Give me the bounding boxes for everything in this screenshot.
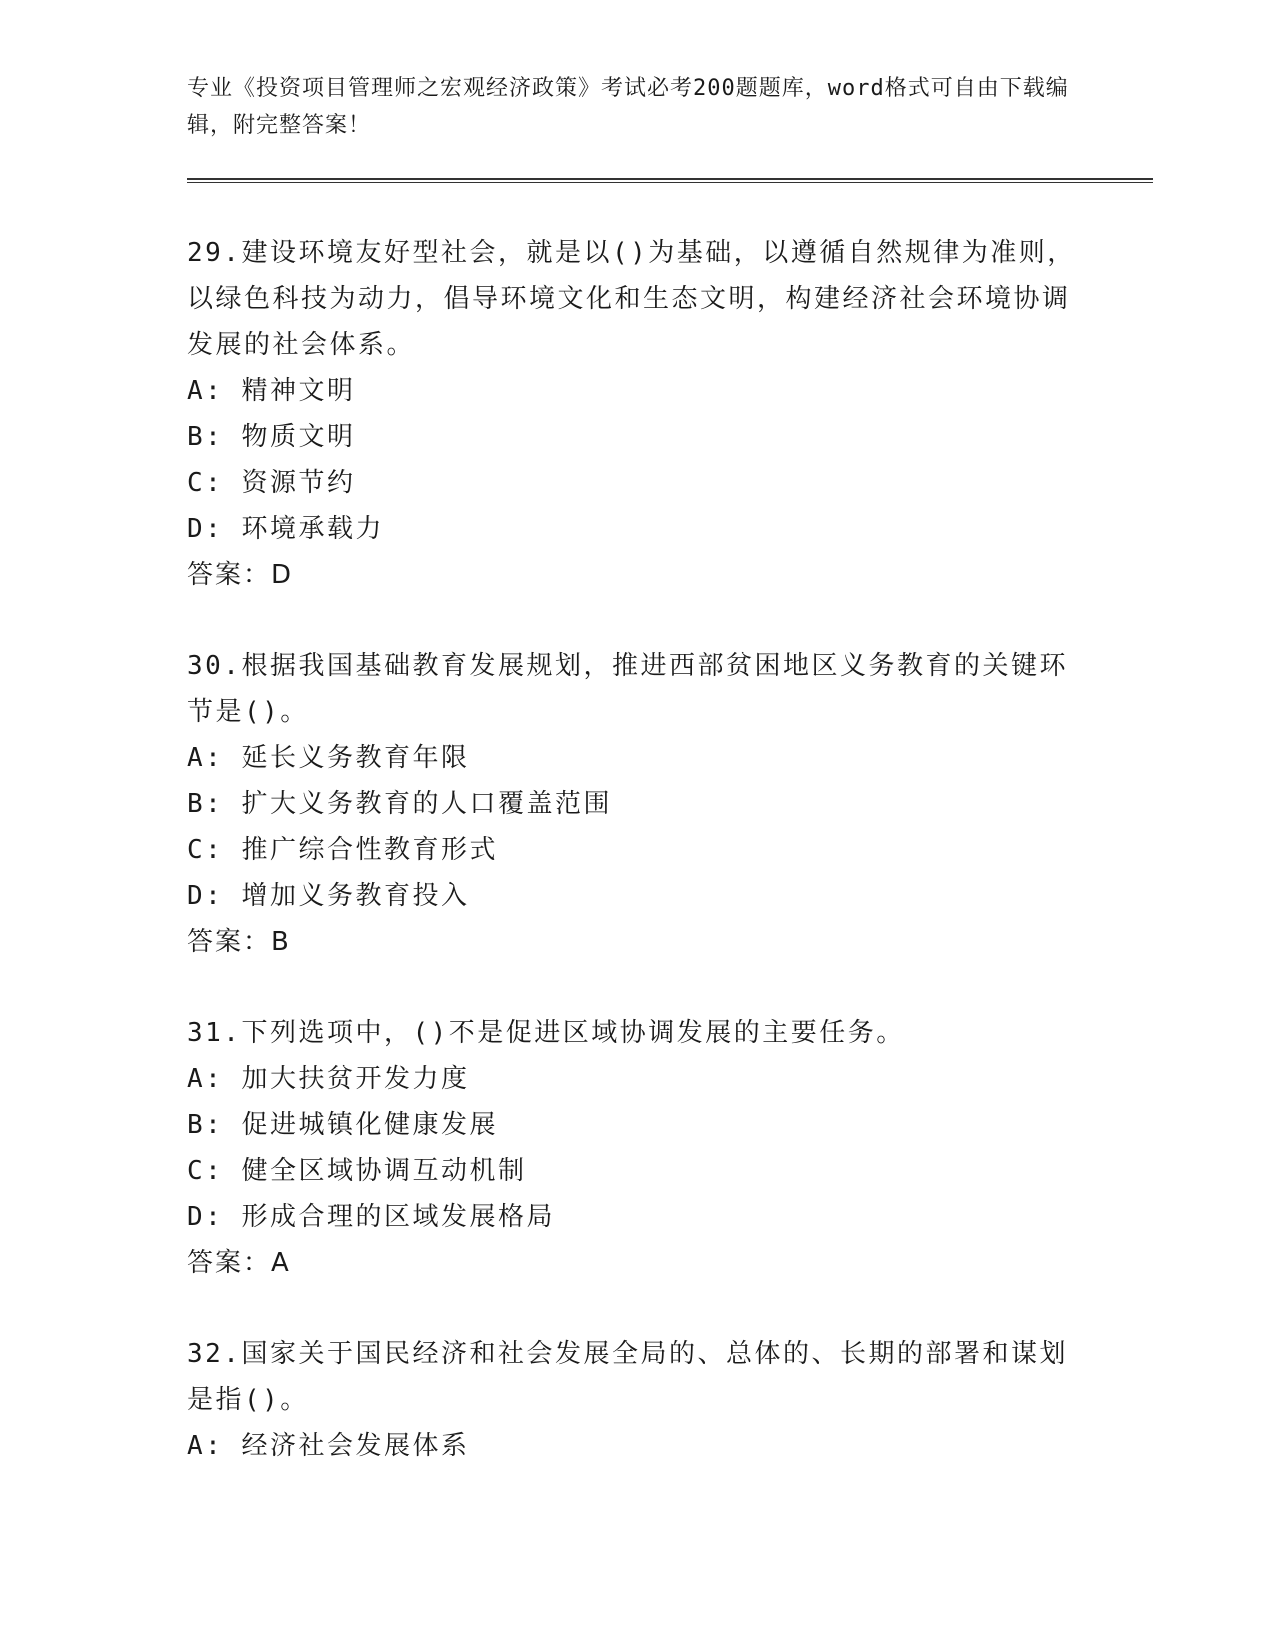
- option-c: C: 健全区域协调互动机制: [187, 1156, 527, 1186]
- answer-line: 答案：B: [187, 927, 291, 957]
- question-item: [187, 643, 1087, 965]
- option-c: C: 推广综合性教育形式: [187, 835, 498, 865]
- question-list: [187, 230, 1087, 1514]
- header-divider: [187, 178, 1153, 183]
- option-c: C: 资源节约: [187, 468, 356, 498]
- question-item: [187, 230, 1087, 598]
- question-stem: 30.根据我国基础教育发展规划，推进西部贫困地区义务教育的关键环节是()。: [187, 651, 1068, 727]
- option-a: A: 延长义务教育年限: [187, 743, 470, 773]
- option-a: A: 加大扶贫开发力度: [187, 1064, 470, 1094]
- question-stem: 31.下列选项中，()不是促进区域协调发展的主要任务。: [187, 1018, 905, 1048]
- answer-line: 答案：A: [187, 1248, 291, 1278]
- option-list: [187, 368, 1087, 552]
- option-d: D: 形成合理的区域发展格局: [187, 1202, 555, 1232]
- question-item: [187, 1331, 1087, 1469]
- option-a: A: 精神文明: [187, 376, 356, 406]
- option-b: B: 物质文明: [187, 422, 356, 452]
- option-list: [187, 735, 1087, 919]
- question-item: [187, 1010, 1087, 1286]
- option-b: B: 扩大义务教育的人口覆盖范围: [187, 789, 612, 819]
- document-header: 专业《投资项目管理师之宏观经济政策》考试必考200题题库，word格式可自由下载编辑，附完整答案！: [187, 76, 1069, 138]
- option-list: [187, 1423, 1087, 1469]
- question-stem: 29.建设环境友好型社会，就是以()为基础，以遵循自然规律为准则，以绿色科技为动力，倡导环境文化和生态文明，构建经济社会环境协调发展的社会体系。: [187, 238, 1076, 360]
- answer-line: 答案：D: [187, 560, 294, 590]
- question-stem: 32.国家关于国民经济和社会发展全局的、总体的、长期的部署和谋划是指()。: [187, 1339, 1068, 1415]
- option-b: B: 促进城镇化健康发展: [187, 1110, 498, 1140]
- option-a: A: 经济社会发展体系: [187, 1431, 470, 1461]
- option-list: [187, 1056, 1087, 1240]
- option-d: D: 增加义务教育投入: [187, 881, 470, 911]
- option-d: D: 环境承载力: [187, 514, 384, 544]
